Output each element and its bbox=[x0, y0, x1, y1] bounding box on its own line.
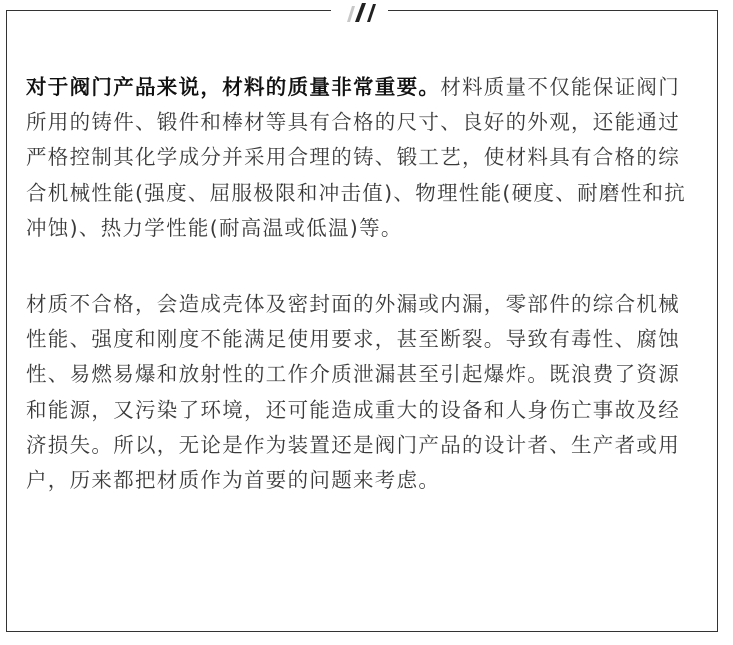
paragraph-materials-importance bbox=[26, 70, 698, 246]
paragraph-text: 材质不合格，会造成壳体及密封面的外漏或内漏，零部件的综合机械性能、强度和刚度不能满足使用要求，甚至断裂。导致有毒性、腐蚀性、易燃易爆和放射性的工作介质泄漏甚至引起爆炸。既浪费了资源和能源，又污染了环境，还可能造成重大的设备和人身伤亡事故及经济损失。所以，无论是作为装置还是阀门产品的设计者、生产者或用户，历来都把材质作为首要的问题来考虑。 bbox=[26, 292, 680, 493]
paragraph-substandard-consequences bbox=[26, 287, 698, 498]
paragraph-text: 材料质量不仅能保证阀门所用的铸件、锻件和棒材等具有合格的尺寸、良好的外观，还能通过严格控制其化学成分并采用合理的铸、锻工艺，使材料具有合格的综合机械性能(强度、屈服极限和冲击值)、物理性能(硬度、耐磨性和抗冲蚀)、热力学性能(耐高温或低温)等。 bbox=[26, 75, 687, 240]
paragraph-lead: 对于阀门产品来说，材料的质量非常重要。 bbox=[26, 75, 441, 99]
slash-marks-icon bbox=[339, 0, 383, 22]
article-body bbox=[26, 70, 698, 498]
